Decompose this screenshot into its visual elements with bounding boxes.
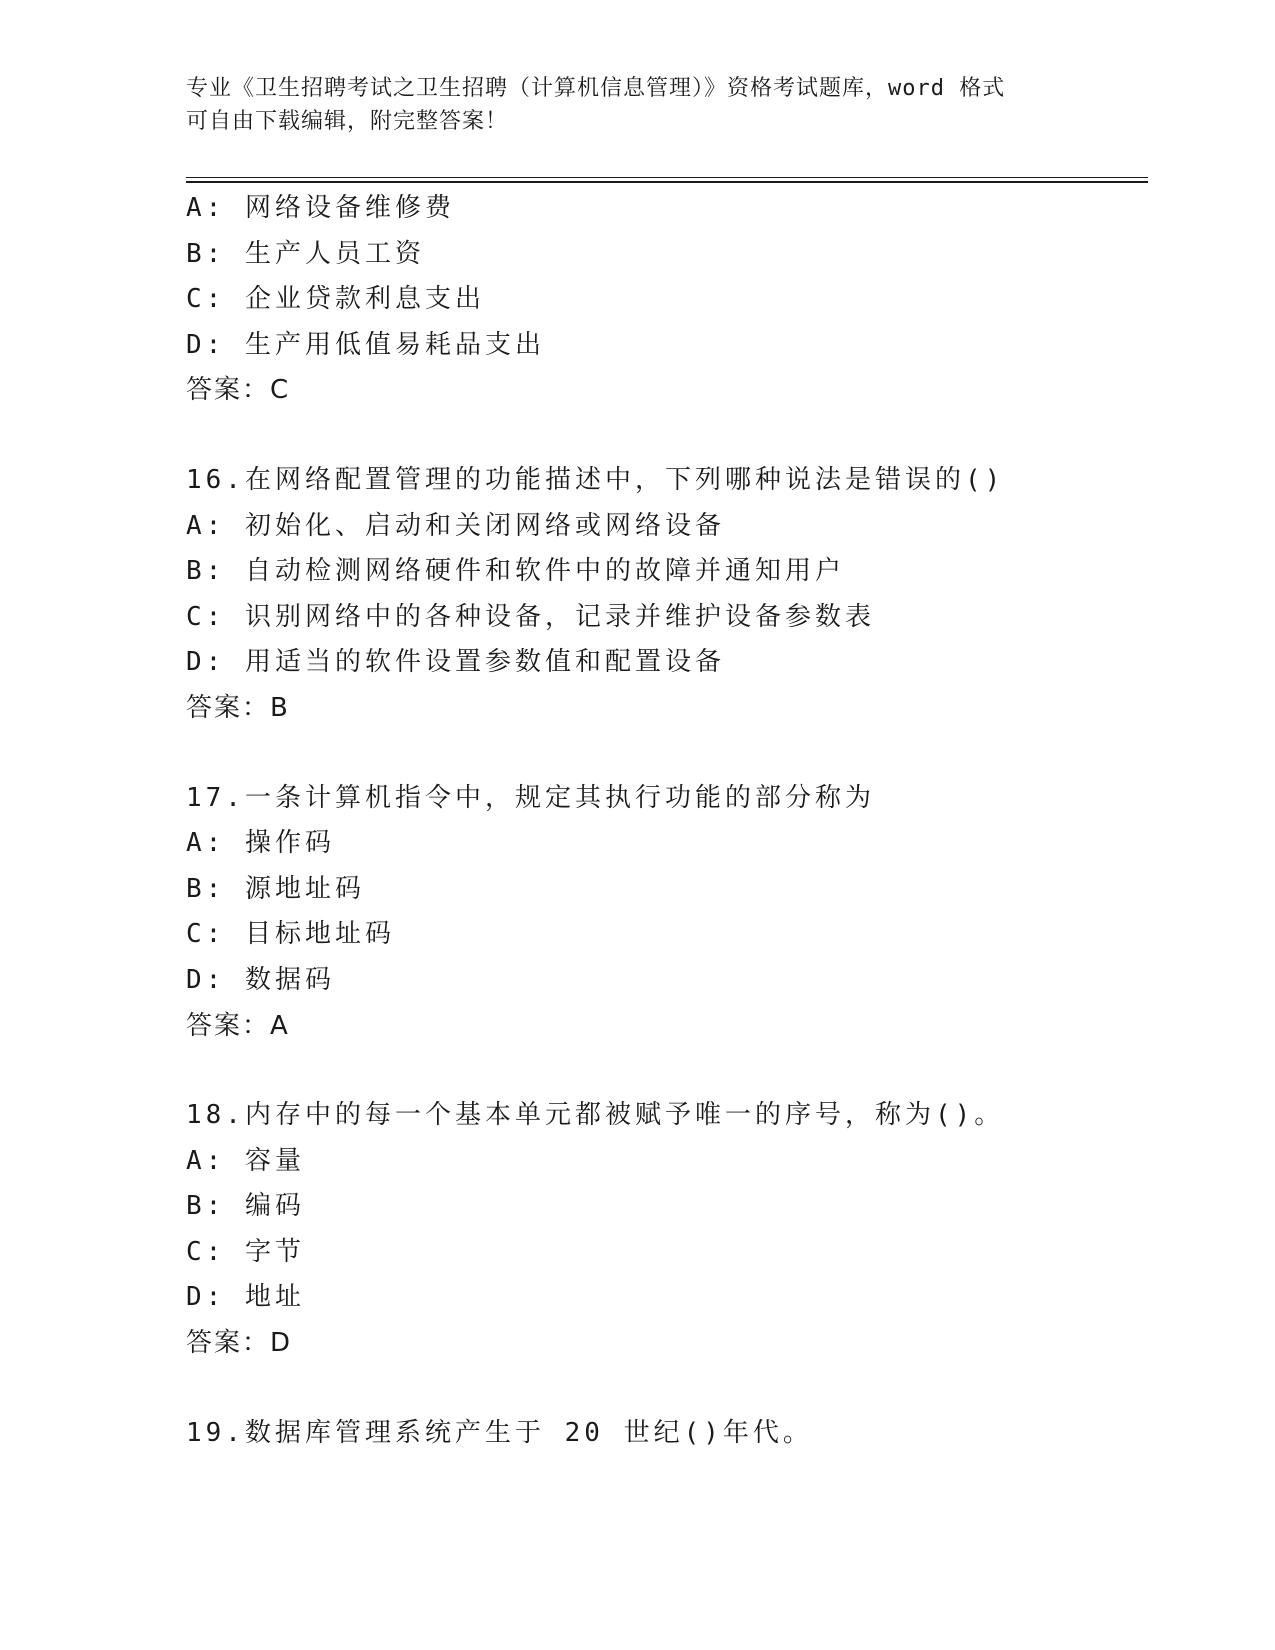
header-line-2: 可自由下载编辑，附完整答案！ <box>186 109 509 134</box>
option-d: D: 数据码 <box>186 964 335 995</box>
option-d: D: 地址 <box>186 1282 305 1313</box>
question-stem: 16.在网络配置管理的功能描述中，下列哪种说法是错误的() <box>186 464 1005 495</box>
option-b: B: 生产人员工资 <box>186 238 425 269</box>
option-b: B: 自动检测网络硬件和软件中的故障并通知用户 <box>186 556 845 587</box>
header-line-1: 专业《卫生招聘考试之卫生招聘（计算机信息管理）》资格考试题库，word 格式 <box>186 76 1006 101</box>
answer-line: 答案：A <box>186 1010 290 1041</box>
answer-line: 答案：B <box>186 692 290 723</box>
question-block-17 <box>186 776 1146 1050</box>
question-stem: 18.内存中的每一个基本单元都被赋予唯一的序号，称为()。 <box>186 1100 1005 1131</box>
option-c: C: 字节 <box>186 1236 305 1267</box>
answer-line: 答案：D <box>186 1328 293 1359</box>
question-stem: 19.数据库管理系统产生于 20 世纪()年代。 <box>186 1417 813 1448</box>
option-a: A: 初始化、启动和关闭网络或网络设备 <box>186 510 725 541</box>
option-c: C: 识别网络中的各种设备，记录并维护设备参数表 <box>186 601 875 632</box>
option-a: A: 操作码 <box>186 828 335 859</box>
question-block-19 <box>186 1411 1146 1457</box>
option-c: C: 企业贷款利息支出 <box>186 284 485 315</box>
document-header <box>186 72 1086 138</box>
answer-line: 答案：C <box>186 375 291 406</box>
option-d: D: 用适当的软件设置参数值和配置设备 <box>186 647 725 678</box>
header-divider-thick <box>186 181 1148 183</box>
question-stem: 17.一条计算机指令中，规定其执行功能的部分称为 <box>186 782 875 813</box>
option-c: C: 目标地址码 <box>186 919 395 950</box>
question-block-15 <box>186 186 1146 414</box>
option-b: B: 源地址码 <box>186 873 365 904</box>
question-block-18 <box>186 1093 1146 1367</box>
option-a: A: 网络设备维修费 <box>186 193 455 223</box>
question-block-16 <box>186 458 1146 732</box>
document-body <box>186 186 1146 1456</box>
option-b: B: 编码 <box>186 1191 305 1222</box>
option-d: D: 生产用低值易耗品支出 <box>186 329 545 360</box>
header-divider-thin <box>186 177 1148 178</box>
option-a: A: 容量 <box>186 1145 305 1176</box>
